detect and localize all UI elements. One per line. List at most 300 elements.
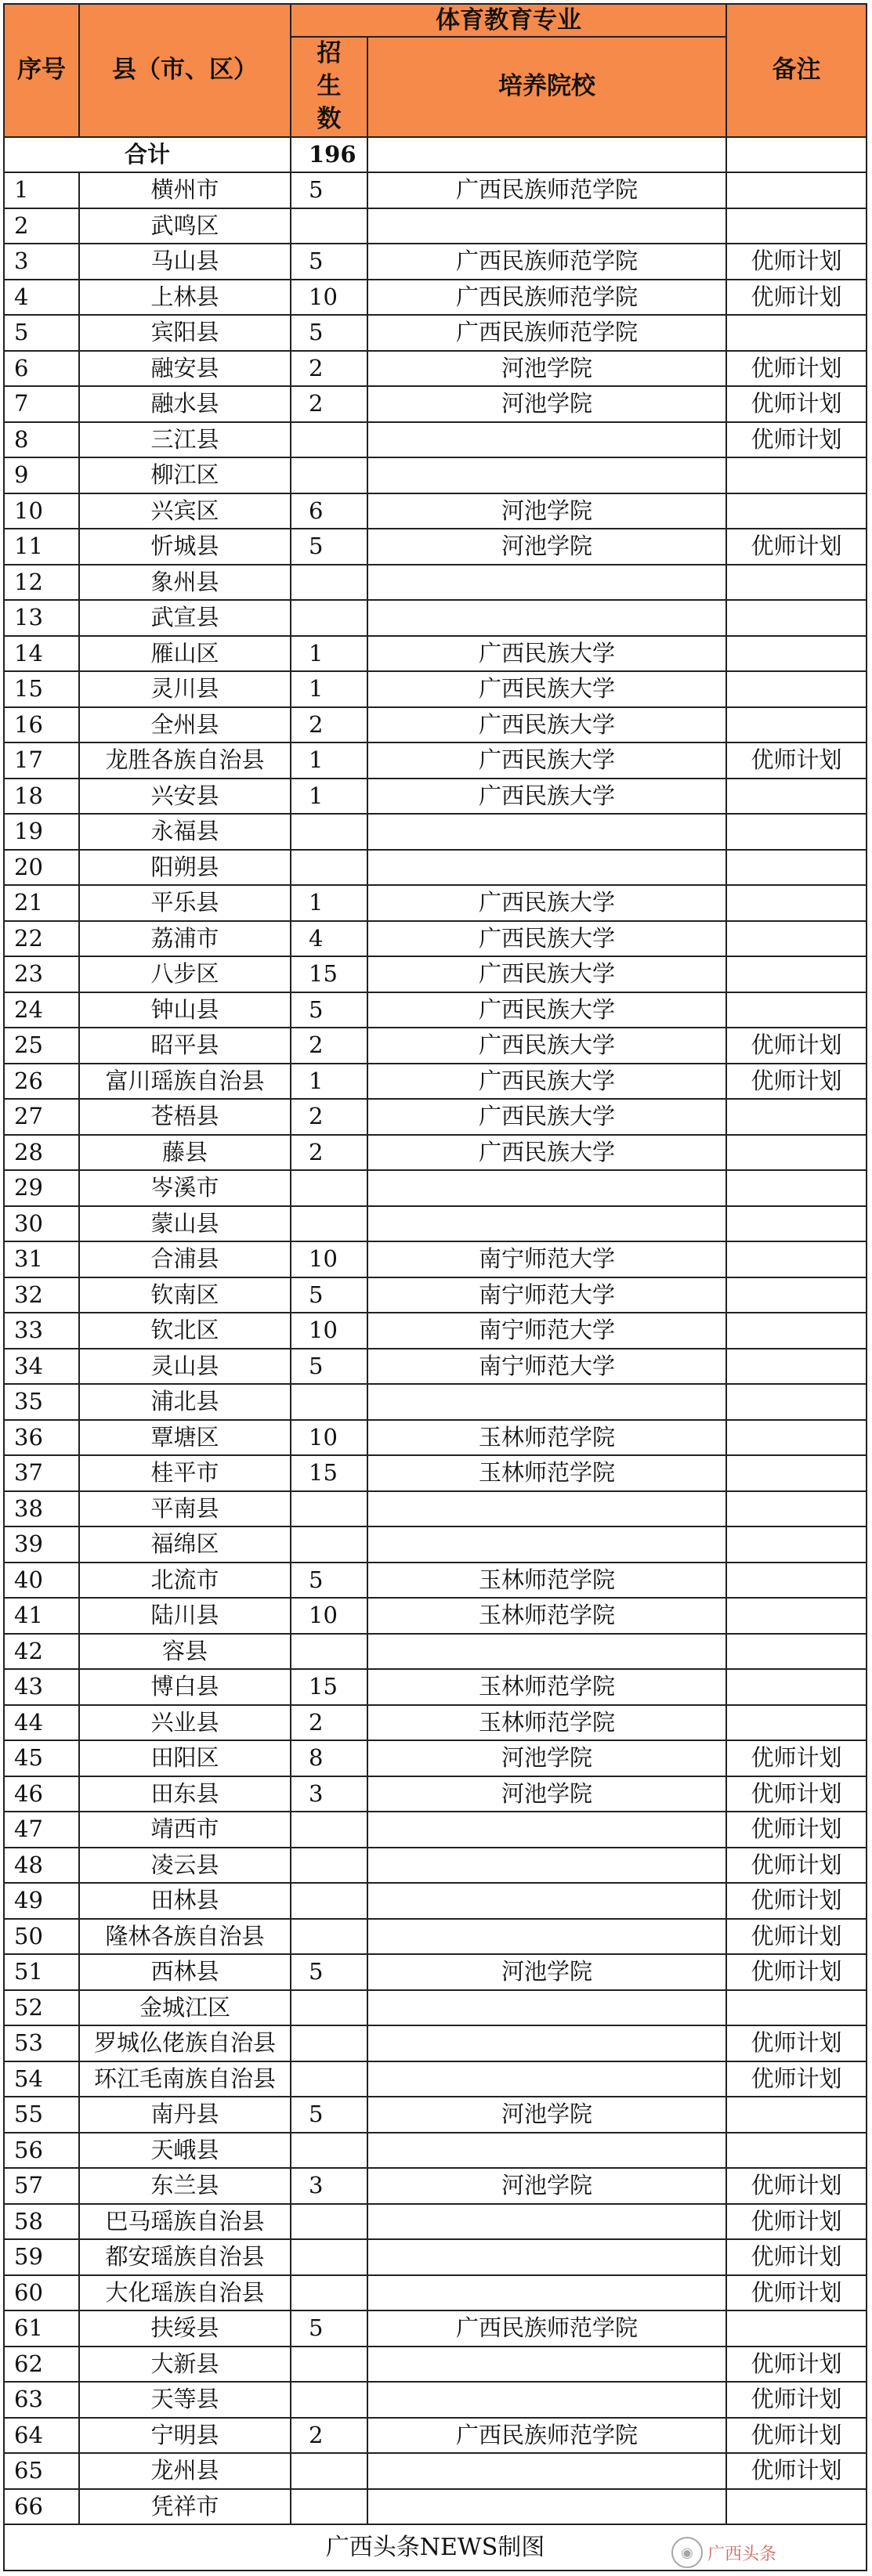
cell-remark bbox=[726, 1384, 867, 1420]
table-row bbox=[4, 1812, 867, 1848]
cell-county: 覃塘区 bbox=[79, 1420, 291, 1456]
cell-school bbox=[367, 2239, 726, 2275]
cell-count: 5 bbox=[291, 2097, 367, 2133]
cell-county: 宁明县 bbox=[79, 2418, 291, 2454]
cell-count bbox=[291, 457, 367, 493]
cell-county: 象州县 bbox=[79, 565, 291, 601]
table-row bbox=[4, 1313, 867, 1349]
table-row bbox=[4, 2168, 867, 2204]
cell-remark: 优师计划 bbox=[726, 742, 867, 779]
cell-school: 广西民族大学 bbox=[367, 1099, 726, 1135]
cell-school: 广西民族师范学院 bbox=[367, 172, 726, 208]
cell-county: 陆川县 bbox=[79, 1598, 291, 1634]
cell-school: 玉林师范学院 bbox=[367, 1420, 726, 1456]
table-row bbox=[4, 1170, 867, 1206]
cell-remark: 优师计划 bbox=[726, 1776, 867, 1812]
cell-index: 30 bbox=[4, 1206, 79, 1242]
cell-county: 上林县 bbox=[79, 280, 291, 316]
cell-index: 60 bbox=[4, 2275, 79, 2311]
cell-county: 罗城仫佬族自治县 bbox=[79, 2025, 291, 2061]
cell-county: 巴马瑶族自治县 bbox=[79, 2204, 291, 2240]
cell-count: 10 bbox=[291, 1313, 367, 1349]
cell-index: 55 bbox=[4, 2097, 79, 2133]
cell-index: 4 bbox=[4, 280, 79, 316]
cell-county: 合浦县 bbox=[79, 1241, 291, 1277]
cell-index: 17 bbox=[4, 742, 79, 779]
cell-index: 38 bbox=[4, 1491, 79, 1527]
cell-county: 蒙山县 bbox=[79, 1206, 291, 1242]
cell-remark bbox=[726, 2097, 867, 2133]
cell-count: 5 bbox=[291, 529, 367, 565]
cell-county: 天等县 bbox=[79, 2382, 291, 2418]
cell-school bbox=[367, 208, 726, 244]
cell-remark: 优师计划 bbox=[726, 2382, 867, 2418]
cell-count bbox=[291, 2347, 367, 2383]
cell-county: 扶绥县 bbox=[79, 2310, 291, 2347]
cell-count: 1 bbox=[291, 742, 367, 779]
cell-remark: 优师计划 bbox=[726, 1064, 867, 1100]
cell-index: 15 bbox=[4, 671, 79, 707]
cell-county: 博白县 bbox=[79, 1669, 291, 1705]
cell-county: 灵川县 bbox=[79, 671, 291, 707]
cell-index: 48 bbox=[4, 1848, 79, 1884]
cell-school bbox=[367, 1883, 726, 1919]
table-row bbox=[4, 1919, 867, 1955]
cell-county: 横州市 bbox=[79, 172, 291, 208]
total-label: 合计 bbox=[4, 137, 291, 173]
cell-school: 河池学院 bbox=[367, 493, 726, 529]
table-row bbox=[4, 2239, 867, 2275]
cell-school bbox=[367, 2025, 726, 2061]
cell-school: 广西民族大学 bbox=[367, 921, 726, 957]
cell-school: 广西民族大学 bbox=[367, 779, 726, 815]
cell-count: 1 bbox=[291, 671, 367, 707]
cell-count: 10 bbox=[291, 280, 367, 316]
cell-count: 5 bbox=[291, 172, 367, 208]
cell-remark: 优师计划 bbox=[726, 2168, 867, 2204]
cell-index: 20 bbox=[4, 850, 79, 886]
cell-county: 兴宾区 bbox=[79, 493, 291, 529]
cell-county: 富川瑶族自治县 bbox=[79, 1064, 291, 1100]
cell-count bbox=[291, 1919, 367, 1955]
cell-school: 玉林师范学院 bbox=[367, 1455, 726, 1491]
table-row bbox=[4, 2489, 867, 2525]
cell-school: 广西民族大学 bbox=[367, 885, 726, 921]
cell-count bbox=[291, 1170, 367, 1206]
cell-remark: 优师计划 bbox=[726, 1883, 867, 1919]
cell-remark bbox=[726, 565, 867, 601]
table-row bbox=[4, 742, 867, 779]
cell-remark: 优师计划 bbox=[726, 2347, 867, 2383]
table-row bbox=[4, 208, 867, 244]
table-row bbox=[4, 2347, 867, 2383]
cell-school bbox=[367, 850, 726, 886]
table-row bbox=[4, 1740, 867, 1776]
cell-remark bbox=[726, 1705, 867, 1741]
cell-remark bbox=[726, 315, 867, 351]
cell-index: 44 bbox=[4, 1705, 79, 1741]
cell-school: 河池学院 bbox=[367, 1776, 726, 1812]
table-body bbox=[4, 137, 867, 2525]
cell-county: 都安瑶族自治县 bbox=[79, 2239, 291, 2275]
cell-count bbox=[291, 2025, 367, 2061]
cell-count: 2 bbox=[291, 2418, 367, 2454]
cell-remark bbox=[726, 814, 867, 850]
table-row bbox=[4, 2382, 867, 2418]
cell-count bbox=[291, 2489, 367, 2525]
table-row bbox=[4, 921, 867, 957]
cell-count bbox=[291, 1883, 367, 1919]
cell-county: 田东县 bbox=[79, 1776, 291, 1812]
cell-count: 3 bbox=[291, 1776, 367, 1812]
cell-county: 荔浦市 bbox=[79, 921, 291, 957]
table-row bbox=[4, 779, 867, 815]
cell-index: 56 bbox=[4, 2133, 79, 2169]
cell-count: 10 bbox=[291, 1598, 367, 1634]
cell-county: 靖西市 bbox=[79, 1812, 291, 1848]
cell-remark: 优师计划 bbox=[726, 2204, 867, 2240]
cell-county: 田阳区 bbox=[79, 1740, 291, 1776]
cell-count: 2 bbox=[291, 1099, 367, 1135]
table-row bbox=[4, 956, 867, 992]
cell-count bbox=[291, 565, 367, 601]
cell-index: 27 bbox=[4, 1099, 79, 1135]
cell-remark bbox=[726, 1099, 867, 1135]
table-row bbox=[4, 1349, 867, 1385]
cell-school bbox=[367, 600, 726, 636]
table-row bbox=[4, 2418, 867, 2454]
table-row bbox=[4, 351, 867, 387]
cell-remark: 优师计划 bbox=[726, 2418, 867, 2454]
cell-remark bbox=[726, 707, 867, 743]
cell-remark: 优师计划 bbox=[726, 2275, 867, 2311]
table-row bbox=[4, 1241, 867, 1277]
table-row bbox=[4, 2061, 867, 2097]
cell-count: 5 bbox=[291, 244, 367, 280]
cell-remark: 优师计划 bbox=[726, 422, 867, 458]
cell-index: 1 bbox=[4, 172, 79, 208]
table-row bbox=[4, 814, 867, 850]
cell-school: 河池学院 bbox=[367, 1954, 726, 1990]
cell-remark: 优师计划 bbox=[726, 2025, 867, 2061]
cell-count: 2 bbox=[291, 1135, 367, 1171]
cell-remark bbox=[726, 1313, 867, 1349]
cell-school bbox=[367, 2133, 726, 2169]
table-row bbox=[4, 1990, 867, 2026]
cell-index: 52 bbox=[4, 1990, 79, 2026]
cell-county: 龙州县 bbox=[79, 2453, 291, 2489]
cell-county: 福绵区 bbox=[79, 1526, 291, 1563]
cell-index: 64 bbox=[4, 2418, 79, 2454]
cell-school: 玉林师范学院 bbox=[367, 1598, 726, 1634]
cell-remark: 优师计划 bbox=[726, 244, 867, 280]
cell-county: 隆林各族自治县 bbox=[79, 1919, 291, 1955]
cell-remark bbox=[726, 1170, 867, 1206]
cell-index: 9 bbox=[4, 457, 79, 493]
cell-count: 5 bbox=[291, 1349, 367, 1385]
cell-count bbox=[291, 1384, 367, 1420]
cell-county: 天峨县 bbox=[79, 2133, 291, 2169]
table-row bbox=[4, 1135, 867, 1171]
wechat-logo-icon: ◉ bbox=[671, 2537, 703, 2568]
cell-county: 融安县 bbox=[79, 351, 291, 387]
cell-index: 5 bbox=[4, 315, 79, 351]
table-row bbox=[4, 529, 867, 565]
table-row bbox=[4, 707, 867, 743]
table-row bbox=[4, 850, 867, 886]
cell-index: 19 bbox=[4, 814, 79, 850]
cell-index: 24 bbox=[4, 992, 79, 1028]
cell-remark: 优师计划 bbox=[726, 1740, 867, 1776]
cell-county: 环江毛南族自治县 bbox=[79, 2061, 291, 2097]
cell-count: 2 bbox=[291, 351, 367, 387]
cell-remark bbox=[726, 1563, 867, 1599]
cell-remark: 优师计划 bbox=[726, 1848, 867, 1884]
table-row bbox=[4, 386, 867, 422]
cell-index: 3 bbox=[4, 244, 79, 280]
cell-remark bbox=[726, 1241, 867, 1277]
cell-school: 河池学院 bbox=[367, 351, 726, 387]
cell-count: 5 bbox=[291, 1563, 367, 1599]
cell-index: 7 bbox=[4, 386, 79, 422]
table-row bbox=[4, 1491, 867, 1527]
watermark-text: 广西头条 bbox=[707, 2544, 777, 2564]
cell-school: 南宁师范大学 bbox=[367, 1241, 726, 1277]
cell-count: 10 bbox=[291, 1420, 367, 1456]
cell-index: 11 bbox=[4, 529, 79, 565]
cell-remark: 优师计划 bbox=[726, 1028, 867, 1064]
cell-county: 大新县 bbox=[79, 2347, 291, 2383]
table-row bbox=[4, 1883, 867, 1919]
cell-school bbox=[367, 1848, 726, 1884]
cell-remark bbox=[726, 1634, 867, 1670]
cell-index: 39 bbox=[4, 1526, 79, 1563]
total-remark bbox=[726, 137, 867, 173]
cell-index: 6 bbox=[4, 351, 79, 387]
cell-remark: 优师计划 bbox=[726, 1812, 867, 1848]
table-row bbox=[4, 1455, 867, 1491]
cell-index: 63 bbox=[4, 2382, 79, 2418]
cell-remark: 优师计划 bbox=[726, 280, 867, 316]
cell-county: 南丹县 bbox=[79, 2097, 291, 2133]
table-row bbox=[4, 1064, 867, 1100]
cell-county: 苍梧县 bbox=[79, 1099, 291, 1135]
cell-index: 34 bbox=[4, 1349, 79, 1385]
cell-index: 35 bbox=[4, 1384, 79, 1420]
cell-county: 岑溪市 bbox=[79, 1170, 291, 1206]
cell-county: 马山县 bbox=[79, 244, 291, 280]
cell-count: 4 bbox=[291, 921, 367, 957]
cell-county: 八步区 bbox=[79, 956, 291, 992]
cell-count: 5 bbox=[291, 1954, 367, 1990]
cell-school bbox=[367, 1170, 726, 1206]
cell-remark bbox=[726, 671, 867, 707]
cell-county: 桂平市 bbox=[79, 1455, 291, 1491]
table-row bbox=[4, 1634, 867, 1670]
cell-remark bbox=[726, 885, 867, 921]
table-row bbox=[4, 671, 867, 707]
cell-school bbox=[367, 814, 726, 850]
cell-index: 28 bbox=[4, 1135, 79, 1171]
cell-index: 10 bbox=[4, 493, 79, 529]
cell-remark bbox=[726, 1455, 867, 1491]
table-row bbox=[4, 1776, 867, 1812]
table-row bbox=[4, 1277, 867, 1313]
cell-count bbox=[291, 1990, 367, 2026]
cell-school bbox=[367, 2489, 726, 2525]
cell-school: 广西民族大学 bbox=[367, 707, 726, 743]
total-count: 196 bbox=[291, 137, 367, 173]
table-row bbox=[4, 565, 867, 601]
cell-school: 南宁师范大学 bbox=[367, 1349, 726, 1385]
cell-count bbox=[291, 2453, 367, 2489]
table-row bbox=[4, 2097, 867, 2133]
cell-index: 36 bbox=[4, 1420, 79, 1456]
cell-index: 13 bbox=[4, 600, 79, 636]
cell-county: 西林县 bbox=[79, 1954, 291, 1990]
cell-index: 2 bbox=[4, 208, 79, 244]
cell-index: 57 bbox=[4, 2168, 79, 2204]
cell-count bbox=[291, 814, 367, 850]
cell-index: 33 bbox=[4, 1313, 79, 1349]
cell-index: 14 bbox=[4, 636, 79, 672]
cell-count: 15 bbox=[291, 956, 367, 992]
footer-credit: 广西头条NEWS制图 bbox=[4, 2524, 867, 2571]
table-row bbox=[4, 1206, 867, 1242]
cell-remark bbox=[726, 1598, 867, 1634]
table-row bbox=[4, 1420, 867, 1456]
table-row bbox=[4, 636, 867, 672]
cell-index: 59 bbox=[4, 2239, 79, 2275]
cell-school: 南宁师范大学 bbox=[367, 1313, 726, 1349]
cell-index: 18 bbox=[4, 779, 79, 815]
cell-count: 5 bbox=[291, 1277, 367, 1313]
cell-school: 广西民族师范学院 bbox=[367, 315, 726, 351]
cell-count: 5 bbox=[291, 2310, 367, 2347]
cell-remark: 优师计划 bbox=[726, 2239, 867, 2275]
table-row bbox=[4, 493, 867, 529]
cell-school bbox=[367, 2453, 726, 2489]
cell-school bbox=[367, 1526, 726, 1563]
table-row bbox=[4, 315, 867, 351]
cell-index: 43 bbox=[4, 1669, 79, 1705]
cell-remark bbox=[726, 1526, 867, 1563]
cell-index: 45 bbox=[4, 1740, 79, 1776]
cell-county: 东兰县 bbox=[79, 2168, 291, 2204]
table-row bbox=[4, 1598, 867, 1634]
cell-county: 柳江区 bbox=[79, 457, 291, 493]
cell-county: 凌云县 bbox=[79, 1848, 291, 1884]
table-row bbox=[4, 885, 867, 921]
cell-county: 融水县 bbox=[79, 386, 291, 422]
cell-remark: 优师计划 bbox=[726, 351, 867, 387]
table-row bbox=[4, 1563, 867, 1599]
cell-remark: 优师计划 bbox=[726, 1919, 867, 1955]
cell-remark: 优师计划 bbox=[726, 386, 867, 422]
cell-county: 灵山县 bbox=[79, 1349, 291, 1385]
cell-count: 3 bbox=[291, 2168, 367, 2204]
cell-index: 16 bbox=[4, 707, 79, 743]
cell-remark bbox=[726, 493, 867, 529]
cell-index: 51 bbox=[4, 1954, 79, 1990]
cell-county: 全州县 bbox=[79, 707, 291, 743]
cell-school: 河池学院 bbox=[367, 386, 726, 422]
cell-county: 平乐县 bbox=[79, 885, 291, 921]
enrollment-table bbox=[3, 3, 867, 2571]
cell-school: 玉林师范学院 bbox=[367, 1669, 726, 1705]
cell-school bbox=[367, 1812, 726, 1848]
cell-remark bbox=[726, 2133, 867, 2169]
table-row bbox=[4, 1954, 867, 1990]
cell-remark bbox=[726, 600, 867, 636]
cell-school bbox=[367, 2382, 726, 2418]
table-row bbox=[4, 280, 867, 316]
cell-county: 永福县 bbox=[79, 814, 291, 850]
cell-count: 15 bbox=[291, 1669, 367, 1705]
cell-remark bbox=[726, 2489, 867, 2525]
cell-school: 广西民族师范学院 bbox=[367, 280, 726, 316]
cell-index: 25 bbox=[4, 1028, 79, 1064]
table-row bbox=[4, 992, 867, 1028]
cell-remark bbox=[726, 2310, 867, 2347]
cell-school: 河池学院 bbox=[367, 529, 726, 565]
cell-remark: 优师计划 bbox=[726, 2453, 867, 2489]
cell-count bbox=[291, 850, 367, 886]
cell-index: 66 bbox=[4, 2489, 79, 2525]
cell-county: 宾阳县 bbox=[79, 315, 291, 351]
cell-count bbox=[291, 2382, 367, 2418]
cell-index: 26 bbox=[4, 1064, 79, 1100]
cell-index: 65 bbox=[4, 2453, 79, 2489]
cell-count: 10 bbox=[291, 1241, 367, 1277]
table-row bbox=[4, 244, 867, 280]
cell-count bbox=[291, 600, 367, 636]
table-row bbox=[4, 457, 867, 493]
cell-count bbox=[291, 422, 367, 458]
cell-remark bbox=[726, 779, 867, 815]
cell-remark bbox=[726, 208, 867, 244]
header-group-title: 体育教育专业 bbox=[291, 4, 726, 37]
cell-school: 河池学院 bbox=[367, 2168, 726, 2204]
cell-index: 58 bbox=[4, 2204, 79, 2240]
cell-index: 42 bbox=[4, 1634, 79, 1670]
cell-count bbox=[291, 1491, 367, 1527]
cell-count bbox=[291, 1206, 367, 1242]
cell-school: 广西民族大学 bbox=[367, 1064, 726, 1100]
cell-remark: 优师计划 bbox=[726, 1954, 867, 1990]
cell-county: 兴安县 bbox=[79, 779, 291, 815]
cell-index: 31 bbox=[4, 1241, 79, 1277]
cell-remark bbox=[726, 457, 867, 493]
cell-index: 54 bbox=[4, 2061, 79, 2097]
cell-school: 广西民族大学 bbox=[367, 636, 726, 672]
cell-index: 46 bbox=[4, 1776, 79, 1812]
cell-count: 1 bbox=[291, 1064, 367, 1100]
cell-count: 1 bbox=[291, 779, 367, 815]
cell-school bbox=[367, 2204, 726, 2240]
cell-county: 金城江区 bbox=[79, 1990, 291, 2026]
cell-county: 雁山区 bbox=[79, 636, 291, 672]
cell-school bbox=[367, 1919, 726, 1955]
cell-count bbox=[291, 208, 367, 244]
cell-county: 钦北区 bbox=[79, 1313, 291, 1349]
cell-count: 15 bbox=[291, 1455, 367, 1491]
cell-remark bbox=[726, 850, 867, 886]
cell-index: 12 bbox=[4, 565, 79, 601]
cell-school: 广西民族大学 bbox=[367, 956, 726, 992]
cell-county: 平南县 bbox=[79, 1491, 291, 1527]
cell-index: 47 bbox=[4, 1812, 79, 1848]
